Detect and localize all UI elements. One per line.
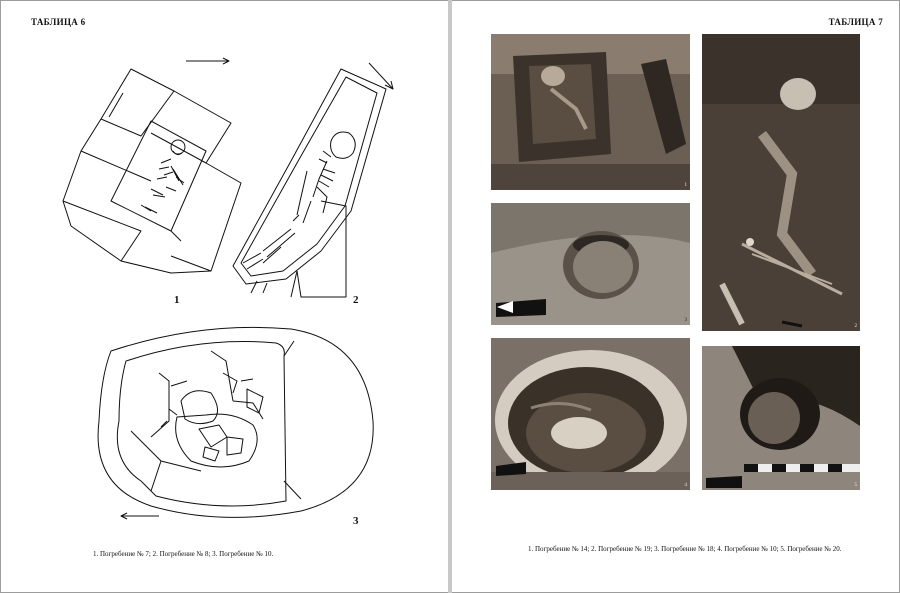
burial-8-drawing (233, 69, 386, 297)
right-caption: 1. Погребение № 14; 2. Погребение № 19; 3. Погребение № 18; 4. Погребение № 10; 5. Погребение № 20. (528, 545, 842, 553)
right-page (452, 1, 899, 592)
photo-number-1: 1 (684, 183, 687, 188)
photo-burial-10 (491, 338, 690, 490)
photo-number-5: 5 (854, 483, 857, 488)
burial-10-drawing (98, 327, 373, 517)
photo-burial-18 (491, 203, 690, 325)
left-table-title: ТАБЛИЦА 6 (31, 17, 86, 27)
burial-drawings (1, 1, 448, 592)
photo-burial-14 (491, 34, 690, 190)
figure-number-3: 3 (353, 515, 359, 527)
left-caption: 1. Погребение № 7; 2. Погребение № 8; 3. Погребение № 10. (93, 550, 274, 558)
photo-number-3: 3 (684, 318, 687, 323)
photo-burial-19 (702, 34, 860, 331)
left-page (1, 1, 448, 592)
photo-burial-20 (702, 346, 860, 490)
figure-number-1: 1 (174, 294, 180, 306)
photo-number-4: 4 (684, 483, 687, 488)
burial-7-drawing (63, 69, 241, 273)
right-table-title: ТАБЛИЦА 7 (828, 17, 883, 27)
photo-number-2: 2 (854, 324, 857, 329)
figure-number-2: 2 (353, 294, 359, 306)
